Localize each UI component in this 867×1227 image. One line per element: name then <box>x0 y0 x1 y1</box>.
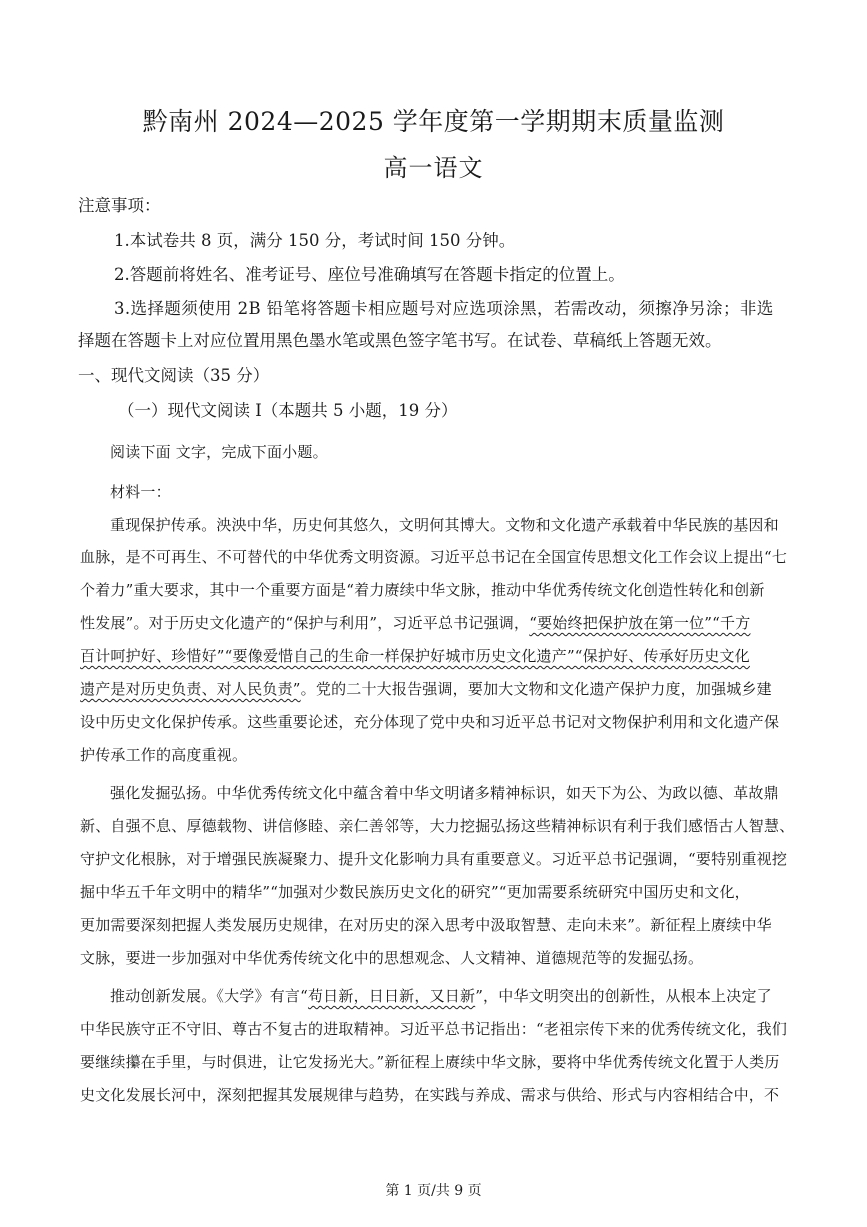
paragraph-1-line-2: 血脉，是不可再生、不可替代的中华优秀文明资源。习近平总书记在全国宣传思想文化工作会议上提出“七 <box>80 548 788 566</box>
exam-title: 黔南州 2024—2025 学年度第一学期期末质量监测 <box>142 107 725 136</box>
underlined-quote: “要始终把保护放在第一位”“千方 <box>529 614 751 632</box>
paragraph-1-line-6-text: 。党的二十大报告强调，要加大文物和文化遗产保护力度，加强城乡建 <box>300 680 772 698</box>
paragraph-1-line-7: 设中历史文化保护传承。这些重要论述，充分体现了党中央和习近平总书记对文物保护利用和文化遗产保 <box>80 713 780 731</box>
paragraph-1-line-5 <box>80 646 750 666</box>
paragraph-1-line-1: 重现保护传承。泱泱中华，历史何其悠久，文明何其博大。文物和文化遗产承载着中华民族的基因和 <box>110 516 779 534</box>
exam-subject: 高一语文 <box>383 154 484 182</box>
paragraph-3-line-1-text: 推动创新发展。《大学》有言“ <box>110 987 308 1005</box>
paragraph-3-line-1 <box>110 986 772 1006</box>
underlined-quote: 遗产是对历史负责、对人民负责” <box>80 680 301 698</box>
paragraph-2-line-4: 掘中华五千年文明中的精华”“加强对少数民族历史文化的研究”“更加需要系统研究中国历史和文化， <box>80 883 750 901</box>
underlined-quote: 百计呵护好、珍惜好”“要像爱惜自己的生命一样保护好城市历史文化遗产”“保护好、传承好历史文化 <box>80 647 750 665</box>
paragraph-2-line-6: 文脉，要进一步加强对中华优秀传统文化中的思想观念、人文精神、道德规范等的发掘弘扬。 <box>80 949 704 967</box>
subsection-heading: （一）现代文阅读 I（本题共 5 小题，19 分） <box>118 401 458 420</box>
reading-instruction: 阅读下面 文字，完成下面小题。 <box>110 443 328 461</box>
paragraph-2-line-3: 守护文化根脉，对于增强民族凝聚力、提升文化影响力具有重要意义。习近平总书记强调，“要特别重视挖 <box>80 850 788 868</box>
paragraph-3-line-4: 史文化发展长河中，深刻把握其发展规律与趋势，在实践与养成、需求与供给、形式与内容相结合中，不 <box>80 1086 780 1104</box>
paragraph-1-line-3: 个着力”重大要求，其中一个重要方面是“着力赓续中华文脉，推动中华优秀传统文化创造性转化和创新 <box>80 581 765 599</box>
notice-item-1: 1.本试卷共 8 页，满分 150 分，考试时间 150 分钟。 <box>114 231 516 250</box>
underlined-quote: 苟日新，日日新，又日新 <box>307 987 476 1005</box>
notice-item-3-line-1: 3.选择题须使用 2B 铅笔将答题卡相应题号对应选项涂黑，若需改动，须擦净另涂；非选 <box>114 299 774 318</box>
paragraph-2-line-5: 更加需要深刻把握人类发展历史规律，在对历史的深入思考中汲取智慧、走向未来”。新征程上赓续中华 <box>80 916 772 934</box>
paragraph-2-line-2: 新、自强不息、厚德载物、讲信修睦、亲仁善邻等，大力挖掘弘扬这些精神标识有利于我们感悟古人智慧、 <box>80 817 795 835</box>
material-label: 材料一： <box>110 483 171 501</box>
paragraph-1-line-4 <box>80 613 750 633</box>
paragraph-3-line-1-rest: ”，中华文明突出的创新性，从根本上决定了 <box>475 987 772 1005</box>
page-number: 第 1 页/共 9 页 <box>385 1183 482 1199</box>
section-heading: 一、现代文阅读（35 分） <box>78 366 270 385</box>
paragraph-1-line-8: 护传承工作的高度重视。 <box>80 746 248 764</box>
paragraph-3-line-2: 中华民族守正不守旧、尊古不复古的进取精神。习近平总书记指出：“老祖宗传下来的优秀传统文化，我们 <box>80 1020 788 1038</box>
paragraph-3-line-3: 要继续攥在手里，与时俱进，让它发扬光大。”新征程上赓续中华文脉，要将中华优秀传统文化置于人类历 <box>80 1053 780 1071</box>
notice-item-2: 2.答题前将姓名、准考证号、座位号准确填写在答题卡指定的位置上。 <box>114 265 625 284</box>
paragraph-1-line-4-text: 性发展”。对于历史文化遗产的“保护与利用”，习近平总书记强调， <box>80 614 530 632</box>
paragraph-2-line-1: 强化发掘弘扬。中华优秀传统文化中蕴含着中华文明诸多精神标识，如天下为公、为政以德、革故鼎 <box>110 784 779 802</box>
notice-heading: 注意事项： <box>78 196 161 215</box>
paragraph-1-line-6 <box>80 679 772 699</box>
notice-item-3-line-2: 择题在答题卡上对应位置用黑色墨水笔或黑色签字笔书写。在试卷、草稿纸上答题无效。 <box>78 331 722 350</box>
